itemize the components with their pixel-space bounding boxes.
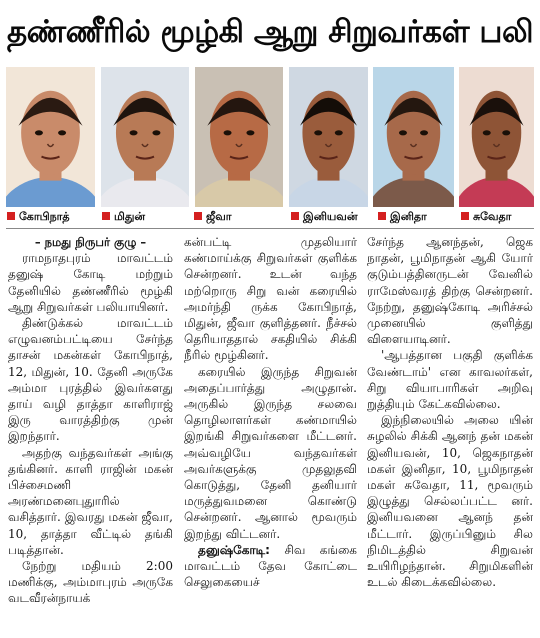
victim-photos — [6, 67, 534, 207]
paragraph: அதற்கு வந்தவர்கள் அங்கு தங்கினர். காளி ராஜின் மகன் பிச்சைமணி அரண்மனைபுதுாரில் வசித்தார். இவரது மகன் ஜீவா, 10, தாத்தா வீட்டில் தங்கி படித்தான். — [8, 445, 173, 557]
caption-bullet-icon — [194, 212, 202, 220]
caption-bullet-icon — [102, 212, 110, 220]
paragraph: ராமநாதபுரம் மாவட்டம் தனுஷ் கோடி மற்றும் தேனியில் தண்ணீரில் மூழ்கி ஆறு சிறுவர்கள் பலியாயினர். — [8, 251, 173, 314]
photo-captions — [6, 208, 534, 226]
portrait-photo — [101, 67, 189, 207]
portrait-image — [373, 67, 454, 207]
portrait-photo — [373, 67, 454, 207]
portrait-photo — [6, 67, 95, 207]
portrait-image — [289, 67, 368, 207]
paragraph-text: சிவ கங்கை மாவட்டம் தேவ கோட்டை செலுகையைச் — [184, 542, 357, 590]
portrait-image — [195, 67, 283, 207]
article-column-1 — [8, 234, 173, 634]
paragraph: கன்பட்டி முதலியார் கண்மாய்க்கு சிறுவர்கள் குளிக்க சென்றனர். உடன் வந்த மற்றொரு சிறு வன் கரையில் அமர்ந்தி ருக்க கோபிநாத், மிதுன், ஜீவா குளித்தனர். நீச்சல் தெரியாததால் சகதியில் சிக்கி நீரில் மூழ்கினர். — [184, 235, 357, 363]
paragraph: நேற்று மதியம் 2:00 மணிக்கு, அம்மாபுரம் அருகே வடவீரன்நாயக் — [8, 559, 173, 606]
dateline: தனுஷ்கோடி: — [198, 542, 270, 557]
byline: – நமது நிருபர் குழு – — [34, 235, 147, 249]
headline: தண்ணீரில் மூழ்கி ஆறு சிறுவர்கள் பலி — [6, 14, 534, 50]
article-column-2 — [184, 234, 357, 634]
caption-text: சுவேதா — [473, 210, 512, 223]
paragraph: திண்டுக்கல் மாவட்டம் எழுவனம்பட்டியை சேர்ந்த தாசன் மகன்கள் கோபிநாத், 12, மிதுன், 10. தேனி அருகே அம்மா புரத்தில் இவர்களது தாய் வழி தாத்தா காளிராஜ் இரு வாரத்திற்கு முன் இறந்தார். — [8, 316, 173, 444]
paragraph-with-dateline — [184, 542, 357, 591]
portrait-photo — [195, 67, 283, 207]
portrait-photo — [459, 67, 534, 207]
photo-caption — [7, 208, 70, 226]
caption-bullet-icon — [291, 212, 299, 220]
photo-caption — [378, 208, 427, 226]
paragraph: சேர்ந்த ஆனந்தன், ஜெக நாதன், பூமிநாதன் ஆகி யோர் குடும்பத்தினருடன் வேனில் ராமேஸ்வரத் திற்கு சென்றனர். நேற்று, தனுஷ்கோடி அரிச்சல் முனையில் குளித்து விளையாடினர். — [367, 235, 533, 347]
caption-bullet-icon — [461, 212, 469, 220]
portrait-photo — [289, 67, 368, 207]
divider — [6, 228, 534, 229]
paragraph: இந்நிலையில் அலை யின் சுழலில் சிக்கி ஆனந் தன் மகன் இனியவன், 10, ஜெகநாதன் மகள் இனிதா, 10, பூமிநாதன் மகள் சுவேதா, 11, மூவரும் இழுத்து செல்லப்பட்ட னர். இனியவனை ஆனந் தன் மீட்டார். இருப்பினும் சில நிமிடத்தில் சிறுவன் உயிரிழந்தான். சிறுமிகளின் உடல் கிடைக்கவில்லை. — [367, 413, 533, 590]
portrait-image — [6, 67, 95, 207]
paragraph: கரையில் இருந்த சிறுவன் அதைப்பார்த்து அழுதான். அருகில் இருந்த சலவை தொழிலாளர்கள் கண்மாயில் இறங்கி சிறுவர்களை மீட்டனர். அவ்வழியே வந்தவர்கள் அவர்களுக்கு முதலுதவி கொடுத்து, தேனி தனியார் மருத்துவமனை கொண்டு சென்றனர். ஆனால் மூவரும் இறந்து விட்டனர். — [184, 364, 357, 541]
caption-bullet-icon — [378, 212, 386, 220]
portrait-image — [459, 67, 534, 207]
caption-text: கோபிநாத் — [19, 210, 70, 223]
article-column-3 — [367, 234, 533, 634]
photo-caption — [461, 208, 511, 226]
caption-text: இனியவன் — [303, 210, 358, 223]
photo-caption — [291, 208, 357, 226]
caption-bullet-icon — [7, 212, 15, 220]
photo-caption — [194, 208, 231, 226]
photo-caption — [102, 208, 145, 226]
caption-text: ஜீவா — [206, 210, 232, 223]
paragraph: 'ஆபத்தான பகுதி குளிக்க வேண்டாம்' என காவலர்கள், சிறு வியாபாரிகள் அறிவு றுத்தியும் கேட்கவில்லை. — [367, 348, 533, 412]
caption-text: மிதுன் — [114, 210, 146, 223]
caption-text: இனிதா — [390, 210, 427, 223]
portrait-image — [101, 67, 189, 207]
